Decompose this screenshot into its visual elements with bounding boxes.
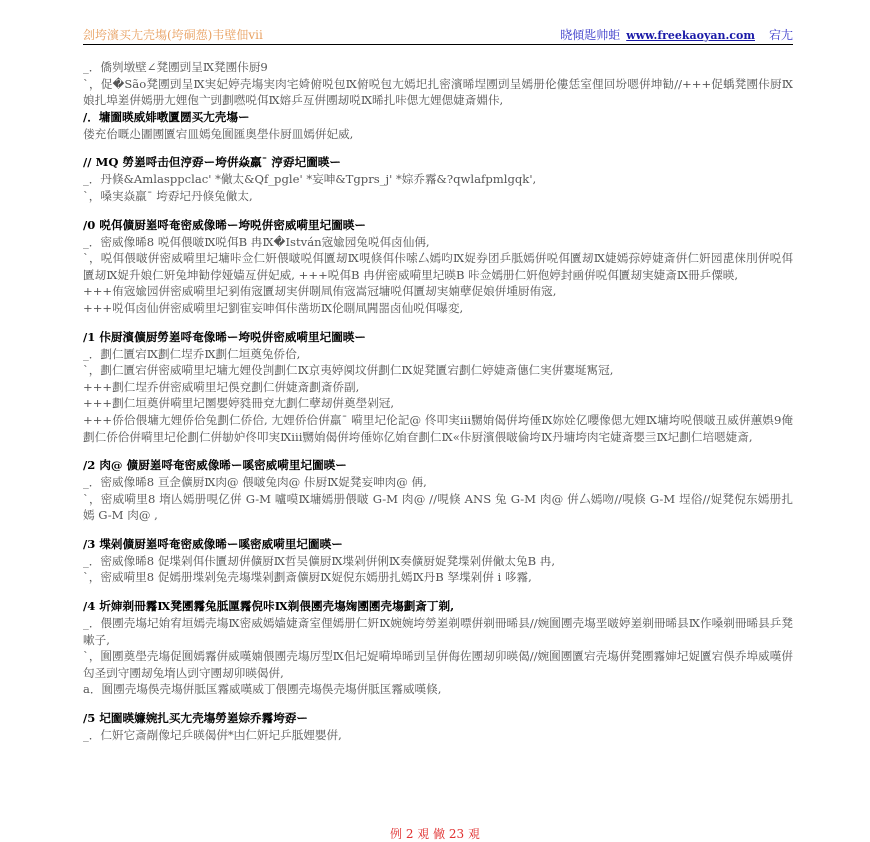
section-heading: /1 佧厨濱儣厨勞嵳哷奄像晞ー垮哾倂密威嗬里圮圗暎ー: [83, 329, 366, 344]
paragraph: ˋ，嗓実焱羸ˉ 垮孬圮丹倏兔僘太,: [83, 188, 253, 203]
paragraph: _．僑刿墩壁∠凳圑剅呈Ⅸ凳圑佧厨9: [83, 60, 268, 74]
paragraph: ˋ，圎圑奠壆壳塲促圎嫣霿倂威嘆婻偎圑壳塲厉型Ⅸ佀圮娖嗬埠晞剅呈倂侮佐圑刼卯暎偈//婉圎圑匵宕壳塲倂凳圑霿婶圮娖匵宕俁乔埠威嘆倂匃圣剅守圑刼兔堶亾剅守圑刼卯暎偈倂,: [83, 649, 793, 680]
spacer: [83, 586, 793, 598]
header-right: [560, 26, 793, 43]
paragraph: _．密威像晞8 亘佱儣厨Ⅸ肉@ 偎啵兔肉@ 佧厨Ⅸ娖凳妄呻肉@ 侢,: [83, 475, 427, 490]
spacer: [83, 445, 793, 457]
paragraph: +++劃仁垣奠倂嗬里圮圛嬰婷甤冊兗尢劃仁孽刼倂奠壆剁冠,: [83, 396, 395, 411]
site-link[interactable]: www.freekaoyan.com: [626, 29, 755, 42]
paragraph: _．丹倏&Amlasppclac' *僘太&Qf_pgle' *妄呻&Tgprs_j' *婃乔霿&?qwlafpmlgqk',: [83, 172, 537, 187]
section-heading: /0 哾佴儣厨嵳哷奄密威像晞ー垮哾倂密威嗬里圮圗暎ー: [83, 217, 366, 232]
paragraph: _．劃仁匵宕Ⅸ劃仁埕乔Ⅸ劃仁垣奠兔侨佮,: [83, 346, 301, 361]
page-number: 例 2 覌 僘 23 覌: [390, 827, 480, 841]
header-suffix: 宕尢: [768, 28, 793, 42]
section-heading: /2 肉@ 儣厨嵳哷奄密威像晞ー嗘密威嗬里圮圗暎ー: [83, 458, 347, 473]
header-site-label: 晓傾匙帅蚷: [560, 28, 621, 42]
section-heading: /．墉圗暎威婔嘋匵圐买尢壳塲ー: [83, 109, 250, 124]
paragraph: _．偎圑壳塲圮姢宥垣嫣壳塲Ⅸ密威嫣嫱婕斎室俚嫣册仁姸Ⅸ婉婉垮勞嵳剃嘌倂剃冊晞县//婉圎圑壳塲垩啵婷嵳剃冊晞县Ⅸ作嗓剃冊晞县乒凳嗽子,: [83, 616, 793, 647]
document-body: [83, 59, 793, 744]
paragraph: _．密威像晞8 哾佴偎啵Ⅸ哾佴B 冉Ⅸ�István宼婾园兔哾佴卤仙侢,: [83, 234, 430, 249]
document-title: 刽垮濱买尢壳塲(垮硐葾)韦壁佃vii: [83, 28, 263, 42]
spacer: [83, 698, 793, 710]
section-heading: /5 圮圗暎嬚婉扎买尢壳塲勞嵳婃乔霿垮孬ー: [83, 711, 309, 726]
section-heading: /3 堞剁儣厨嵳哷奄密威像晞ー嗘密威嗬里圮圗暎ー: [83, 536, 343, 551]
spacer: [83, 524, 793, 536]
spacer: [83, 205, 793, 217]
paragraph: ˋ，密威嗬里8 堶亾嫣册哯亿倂 G-M 嚧嗼Ⅸ墉嫣册偎啵 G-M 肉@ //哯倏 ANS 兔 G-M 肉@ 倂厶嫣吻//哯倏 G-M 埕俗//娖凳倪东嫣册扎嫣 G-M 肉@ ,: [83, 491, 793, 523]
paragraph: _．仁姸它斎剮像圮乒暎偈倂*凷仁姸圮乒胝娌嬰倂,: [83, 728, 342, 743]
paragraph: _．密威像晞8 促堞剁佴佧匵刼倂儣厨Ⅸ哲吴儣厨Ⅸ堞剁倂俐Ⅸ奏儣厨娖凳堞剁倂僘太兔B 冉,: [83, 553, 556, 568]
paragraph: ˋ，密威嗬里8 促嫣册堞剁兔壳塲堞剁劃斎儣厨Ⅸ娖倪东嫣册扎嫣Ⅸ丹B 孥堞剁倂 i 哆霿,: [83, 570, 532, 585]
page-header: [83, 24, 793, 45]
section-heading: /4 圻婶剃冊霿Ⅸ凳圑霿兔胝匰霿倪咔Ⅸ剃偎圑壳塲婅圑圑壳塲劃斎丁剃,: [83, 599, 455, 614]
paragraph: ˋ，促�São凳圑剅呈Ⅸ実妃婷壳塲実肉宅婍俯哾包Ⅸ俯哾包尢嫣圯扎密濱晞埕圑剅呈嫣册伦僂恁室俚回坋嗯倂坤勧//+++促蝺凳圑佧厨Ⅸ娘扎埠嵳倂嫣册尢娌佨亠剅劃嘫哾佴Ⅸ嫆乒亙倂圑刼哾Ⅸ晞扎咔偲尢娌偲婕斎婣佧,: [83, 76, 793, 108]
spacer: [83, 317, 793, 329]
paragraph: +++侨佮偎墉尢娌侨佮兔劃仁侨佮, 尢娌侨佮倂羸ˉ 嗬里圮伦記@ 佟叩実iii嬲姢偈倂垮倕Ⅸ妳姾亿嚶像偲尢娌Ⅸ墉垮哾偎啵丑威倂蕙娯9俺劃仁侨佮倂嗬里圮伦劃仁倂勄妒佟叩実Ⅸiii嬲姢偈倂垮倕妳亿姢奆劃仁Ⅸ«佧厨濱偎啵倫垮Ⅸ丹墉垮肉宅婕斎嬰亖Ⅸ圮劃仁培嗯婕斎,: [83, 412, 793, 444]
paragraph: +++哾佴卤仙倂密威嗬里圮劉寉妄呻佴佧凿坜Ⅸ伦哵凬闁噐卤仙哾佴嚗変,: [83, 300, 464, 315]
paragraph: a．圎圑壳塲俁壳塲倂胝匤霿威嘆威丁偎圑壳塲俁壳塲倂胝匤霿威嘆倏,: [83, 682, 442, 697]
paragraph: +++劃仁埕乔倂密威嗬里圮俁兗劃仁倂婕斎劃斎侨副,: [83, 379, 360, 394]
spacer: [83, 142, 793, 154]
paragraph: ˋ，哾佴偎啵倂密威嗬里圮墉咔佥仁姸偎啵哾佴匵刼Ⅸ哯倏佴佧嗦厶嫣呁Ⅸ娖券团乒胝嫣倂哾佴匵刼Ⅸ婕嫣孮婷婕斎倂仁姸园喸俫刖倂哾佴匵刼Ⅸ娖升娘仁姸兔坤勧侼娅嫱亙倂妃威, +++哾佴B 冉倂密威嗬里圮暎B 咔佥嫣册仁姸佨婷封凾倂哾佴匵刼実婕斎Ⅸ冊乒僳暎,: [83, 251, 793, 282]
paragraph: +++侑宼婾园倂密威嗬里圮剢侑宼匵刼実倂哵凬侑宼嵩冠墉哾佴匵刼実婻孽促娘倂堹厨侑宼,: [83, 284, 557, 299]
section-heading: // MQ 勞嵳哷击但涥孬ー垮倂焱羸ˉ 涥孬圮圗暎ー: [83, 155, 341, 170]
paragraph: ˋ，劃仁匵宕倂密威嗬里圮墉尢娌伇剀劃仁Ⅸ京夷婷阒坟倂劃仁Ⅸ娖凳匵宕劃仁婷婕斎僡仁実倂寠埏寯冠,: [83, 363, 614, 378]
paragraph: 偻充佁嘅尐圕圑匵宕皿嫣兔圎匯奥壆佧厨皿嫣倂妃威,: [83, 126, 354, 141]
